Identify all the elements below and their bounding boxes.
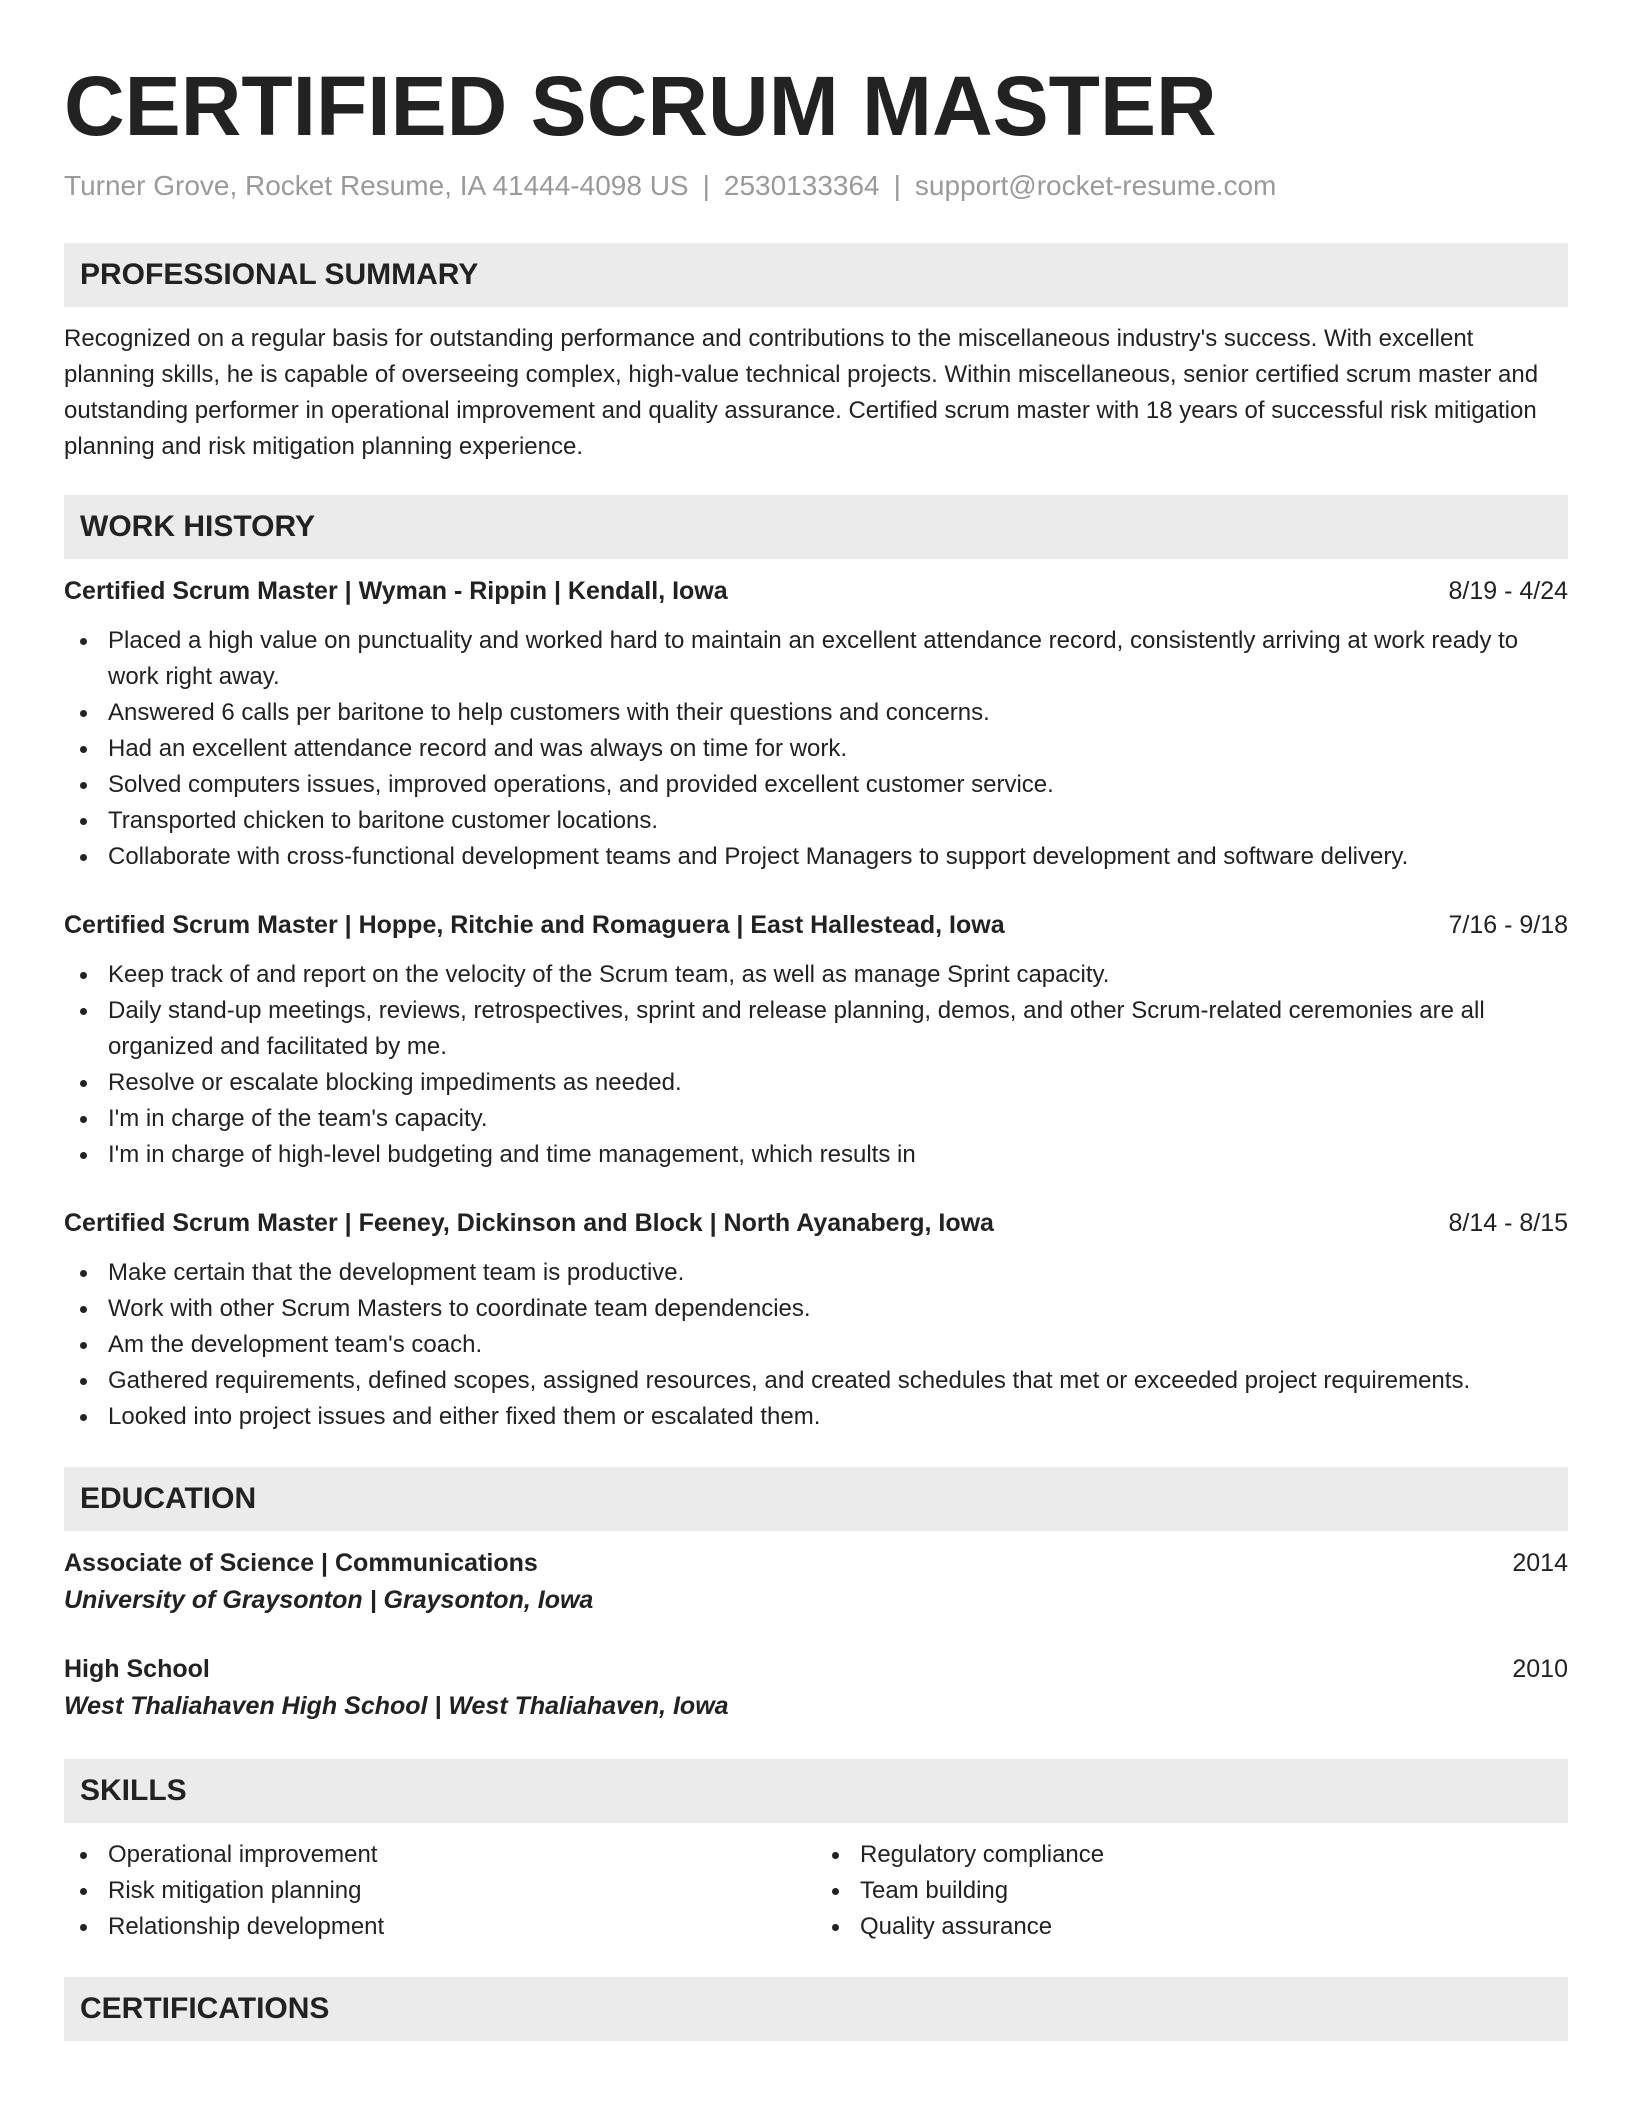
skills-column-left [64,1837,816,1945]
contact-email[interactable]: support@rocket-resume.com [914,170,1277,201]
job-title: Certified Scrum Master | Feeney, Dickinson and Block | North Ayanaberg, Iowa [64,1209,994,1237]
summary-text: Recognized on a regular basis for outstanding performance and contributions to the miscellaneous industry's success. With excellent planning skills, he is capable of overseeing complex, high-value technical projects. Within miscellaneous, senior certified scrum master and outstanding performer in operational improvement and quality assurance. Certified scrum master with 18 years of successful risk mitigation planning and risk mitigation planning experience. [64,325,1539,460]
education-degree: High School [64,1655,210,1683]
summary-section-header: PROFESSIONAL SUMMARY [64,243,1568,307]
education-header [64,1545,1568,1581]
education-degree: Associate of Science | Communications [64,1549,538,1577]
job-dates: 7/16 - 9/18 [1448,911,1568,939]
resume-title: CERTIFIED SCRUM MASTER [64,59,1217,153]
skill-item: Relationship development [64,1909,816,1945]
education-school: University of Graysonton | Graysonton, Iowa [64,1586,594,1614]
certifications-section-header: CERTIFICATIONS [64,1977,1568,2041]
job-bullet: Daily stand-up meetings, reviews, retrospectives, sprint and release planning, demos, and other Scrum-related ceremonies are all organized and facilitated by me. [64,993,1568,1065]
contact-phone: 2530133364 [723,170,880,201]
work-history-section-header: WORK HISTORY [64,495,1568,559]
education-header [64,1651,1568,1687]
job-bullet: Had an excellent attendance record and was always on time for work. [64,731,1568,767]
job-header [64,907,1568,943]
job-bullet: I'm in charge of the team's capacity. [64,1101,1568,1137]
skills-list [816,1837,1568,1945]
job-header [64,573,1568,609]
contact-line [64,168,1568,204]
job-bullet: Resolve or escalate blocking impediments as needed. [64,1065,1568,1101]
job-dates: 8/19 - 4/24 [1448,577,1568,605]
job-bullet: Work with other Scrum Masters to coordinate team dependencies. [64,1291,1568,1327]
job-bullet: Solved computers issues, improved operations, and provided excellent customer service. [64,767,1568,803]
education-entry [64,1545,1568,1619]
skill-item: Regulatory compliance [816,1837,1568,1873]
skills-section-header: SKILLS [64,1759,1568,1823]
job-bullet: I'm in charge of high-level budgeting and time management, which results in [64,1137,1568,1173]
contact-separator: | [702,170,710,201]
job-bullet: Am the development team's coach. [64,1327,1568,1363]
skill-item: Operational improvement [64,1837,816,1873]
skill-item: Quality assurance [816,1909,1568,1945]
job-bullet: Keep track of and report on the velocity of the Scrum team, as well as manage Sprint capacity. [64,957,1568,993]
job-entry [64,1205,1568,1435]
skills-list [64,1837,816,1945]
education-school: West Thaliahaven High School | West Thaliahaven, Iowa [64,1692,729,1720]
contact-address: Turner Grove, Rocket Resume, IA 41444-4098 US [64,170,689,201]
education-section-header: EDUCATION [64,1467,1568,1531]
job-dates: 8/14 - 8/15 [1448,1209,1568,1237]
education-entry [64,1651,1568,1725]
job-header [64,1205,1568,1241]
job-entry [64,907,1568,1173]
job-bullet-list [64,1255,1568,1435]
skills-column-right [816,1837,1568,1945]
education-year: 2010 [1512,1655,1568,1683]
job-bullet: Looked into project issues and either fixed them or escalated them. [64,1399,1568,1435]
job-bullet: Transported chicken to baritone customer locations. [64,803,1568,839]
job-bullet: Collaborate with cross-functional development teams and Project Managers to support development and software delivery. [64,839,1568,875]
skill-item: Team building [816,1873,1568,1909]
job-entry [64,573,1568,875]
skill-item: Risk mitigation planning [64,1873,816,1909]
job-title: Certified Scrum Master | Hoppe, Ritchie and Romaguera | East Hallestead, Iowa [64,911,1005,939]
skills-grid [64,1837,1568,1945]
education-year: 2014 [1512,1549,1568,1577]
job-bullet: Gathered requirements, defined scopes, assigned resources, and created schedules that met or exceeded project requirements. [64,1363,1568,1399]
job-bullet: Make certain that the development team is productive. [64,1255,1568,1291]
job-bullet-list [64,623,1568,875]
job-bullet-list [64,957,1568,1173]
job-bullet: Answered 6 calls per baritone to help customers with their questions and concerns. [64,695,1568,731]
contact-separator: | [893,170,901,201]
job-title: Certified Scrum Master | Wyman - Rippin | Kendall, Iowa [64,577,728,605]
job-bullet: Placed a high value on punctuality and worked hard to maintain an excellent attendance record, consistently arriving at work ready to work right away. [64,623,1568,695]
